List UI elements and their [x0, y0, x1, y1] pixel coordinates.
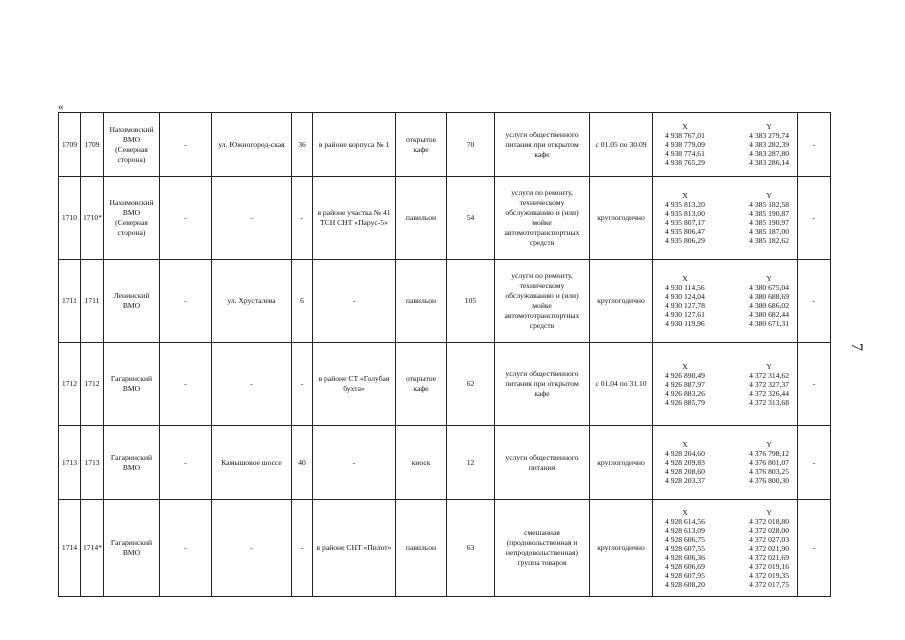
- coordinate-x-value: 4 935 813,20: [665, 200, 705, 209]
- service-cell: услуги общественного питания при открытом кафе: [495, 113, 590, 177]
- last-column-cell: -: [798, 177, 831, 260]
- coordinate-y-value: 4 372 027,03: [749, 534, 789, 544]
- coordinate-x-value: 4 926 883,26: [665, 388, 705, 398]
- row-number-cell: 1711: [59, 260, 81, 343]
- coordinate-y-value: 4 385 190,87: [749, 209, 789, 218]
- row-number-cell: 1710: [59, 177, 81, 260]
- coordinate-y-value: 4 372 314,62: [749, 370, 789, 380]
- coordinate-y-value: 4 372 021,90: [749, 543, 789, 553]
- landmark-cell: -: [313, 426, 396, 500]
- coordinates-cell: [653, 177, 798, 260]
- table-row: [59, 260, 831, 343]
- page-number: 7: [848, 343, 865, 351]
- coordinate-y-value: 4 385 182,58: [749, 200, 789, 209]
- coordinate-x-value: 4 928 608,20: [665, 579, 705, 589]
- coordinate-y-value: 4 383 282,39: [749, 140, 789, 149]
- coordinate-x-label: X: [682, 191, 688, 200]
- coordinate-x-column: [665, 274, 705, 328]
- period-cell: круглогодично: [590, 426, 653, 500]
- house-number-cell: 40: [292, 426, 313, 500]
- coordinate-y-value: 4 372 021,69: [749, 552, 789, 562]
- object-type-cell: павильон: [396, 260, 447, 343]
- service-cell: услуги по ремонту, техническому обслуживанию и (или) мойке автомототранспортных средств: [495, 260, 590, 343]
- last-column-cell: -: [798, 113, 831, 177]
- coordinate-x-value: 4 926 885,79: [665, 397, 705, 407]
- object-type-cell: киоск: [396, 426, 447, 500]
- coordinates-cell: [653, 260, 798, 343]
- table-row: [59, 500, 831, 597]
- coordinate-x-value: 4 928 208,60: [665, 467, 705, 476]
- registry-number-cell: 1714*: [81, 500, 104, 597]
- coordinate-y-value: 4 376 798,12: [749, 449, 789, 458]
- period-cell: с 01.05 по 30.09: [590, 113, 653, 177]
- landmark-cell: в районе СТ «Голубая бухта»: [313, 343, 396, 426]
- house-number-cell: -: [292, 500, 313, 597]
- period-cell: круглогодично: [590, 500, 653, 597]
- coordinate-x-label: X: [682, 274, 688, 283]
- coordinate-y-value: 4 372 019,16: [749, 561, 789, 571]
- coordinate-y-value: 4 376 800,30: [749, 476, 789, 485]
- landmark-cell: в районе участка № 41 ТСН СНТ «Парус-5»: [313, 177, 396, 260]
- coordinate-y-column: [749, 122, 789, 167]
- object-type-cell: павильон: [396, 500, 447, 597]
- coordinate-x-value: 4 935 813,00: [665, 209, 705, 218]
- coordinates-cell: [653, 426, 798, 500]
- opening-quote-mark: «: [58, 101, 64, 113]
- period-cell: с 01.04 по 31.10: [590, 343, 653, 426]
- coordinate-y-value: 4 376 801,07: [749, 458, 789, 467]
- area-cell: 105: [447, 260, 495, 343]
- landmark-cell: в районе корпуса № 1: [313, 113, 396, 177]
- coordinate-y-label: Y: [766, 361, 772, 371]
- coordinate-y-value: 4 380 688,69: [749, 292, 789, 301]
- table-row: [59, 343, 831, 426]
- coordinate-y-label: Y: [766, 507, 772, 517]
- house-number-cell: 36: [292, 113, 313, 177]
- coordinate-y-value: 4 385 182,62: [749, 236, 789, 245]
- coordinate-x-value: 4 928 607,95: [665, 570, 705, 580]
- object-type-cell: открытое кафе: [396, 113, 447, 177]
- object-type-cell: павильон: [396, 177, 447, 260]
- coordinate-y-value: 4 383 287,80: [749, 149, 789, 158]
- coordinate-y-value: 4 380 682,44: [749, 310, 789, 319]
- district-cell: Гагаринский ВМО: [104, 426, 160, 500]
- coordinate-y-value: 4 383 279,74: [749, 131, 789, 140]
- coordinates-cell: [653, 500, 798, 597]
- street-cell: ул. Хрусталева: [212, 260, 292, 343]
- coordinate-y-value: 4 380 686,02: [749, 301, 789, 310]
- row-number-cell: 1709: [59, 113, 81, 177]
- coordinate-y-value: 4 385 187,00: [749, 227, 789, 236]
- coordinate-x-value: 4 935 806,29: [665, 236, 705, 245]
- house-number-cell: -: [292, 343, 313, 426]
- house-number-cell: -: [292, 177, 313, 260]
- area-cell: 70: [447, 113, 495, 177]
- last-column-cell: -: [798, 500, 831, 597]
- registry-number-cell: 1710*: [81, 177, 104, 260]
- coordinate-y-value: 4 376 803,25: [749, 467, 789, 476]
- column-4-cell: -: [160, 113, 212, 177]
- service-cell: смешанная (продовольственная и непродовольственная) группа товаров: [495, 500, 590, 597]
- coordinate-y-value: 4 385 190,97: [749, 218, 789, 227]
- coordinate-y-value: 4 383 286,14: [749, 158, 789, 167]
- coordinate-x-value: 4 928 209,83: [665, 458, 705, 467]
- coordinate-y-label: Y: [766, 122, 772, 131]
- object-type-cell: открытое кафе: [396, 343, 447, 426]
- coordinate-x-value: 4 930 119,96: [665, 319, 705, 328]
- registry-number-cell: 1713: [81, 426, 104, 500]
- street-cell: -: [212, 177, 292, 260]
- coordinate-y-column: [749, 191, 789, 245]
- coordinate-x-value: 4 930 124,04: [665, 292, 705, 301]
- coordinate-y-value: 4 372 313,68: [749, 397, 789, 407]
- district-cell: Нахимовский ВМО (Северная сторона): [104, 113, 160, 177]
- coordinate-y-value: 4 372 028,00: [749, 525, 789, 535]
- street-cell: -: [212, 343, 292, 426]
- coordinate-x-value: 4 930 127,78: [665, 301, 705, 310]
- coordinate-y-label: Y: [766, 440, 772, 449]
- coordinate-x-value: 4 928 606,36: [665, 552, 705, 562]
- registry-number-cell: 1709: [81, 113, 104, 177]
- coordinate-x-value: 4 938 779,09: [665, 140, 705, 149]
- street-cell: -: [212, 500, 292, 597]
- landmark-cell: -: [313, 260, 396, 343]
- coordinate-x-value: 4 938 767,01: [665, 131, 705, 140]
- service-cell: услуги по ремонту, техническому обслуживанию и (или) мойке автомототранспортных средств: [495, 177, 590, 260]
- table-row: [59, 426, 831, 500]
- period-cell: круглогодично: [590, 260, 653, 343]
- coordinate-x-value: 4 930 114,56: [665, 283, 705, 292]
- district-cell: Ленинский ВМО: [104, 260, 160, 343]
- period-cell: круглогодично: [590, 177, 653, 260]
- column-4-cell: -: [160, 500, 212, 597]
- coordinate-y-value: 4 380 671,31: [749, 319, 789, 328]
- coordinate-x-label: X: [682, 361, 688, 371]
- coordinate-x-value: 4 930 127,61: [665, 310, 705, 319]
- coordinate-x-label: X: [682, 122, 688, 131]
- coordinate-x-value: 4 928 204,60: [665, 449, 705, 458]
- coordinate-y-label: Y: [766, 191, 772, 200]
- row-number-cell: 1714: [59, 500, 81, 597]
- coordinate-x-column: [665, 508, 705, 589]
- coordinate-y-value: 4 372 017,75: [749, 579, 789, 589]
- coordinate-x-value: 4 935 806,47: [665, 227, 705, 236]
- district-cell: Нахимовский ВМО (Северная сторона): [104, 177, 160, 260]
- coordinate-y-value: 4 380 675,04: [749, 283, 789, 292]
- row-number-cell: 1713: [59, 426, 81, 500]
- coordinate-x-value: 4 938 765,29: [665, 158, 705, 167]
- coordinate-y-column: [749, 362, 789, 407]
- last-column-cell: -: [798, 426, 831, 500]
- coordinate-x-value: 4 928 606,75: [665, 534, 705, 544]
- coordinate-x-column: [665, 191, 705, 245]
- area-cell: 62: [447, 343, 495, 426]
- coordinate-y-label: Y: [766, 274, 772, 283]
- coordinate-x-value: 4 926 887,97: [665, 379, 705, 389]
- table-row: [59, 177, 831, 260]
- coordinate-x-value: 4 935 807,17: [665, 218, 705, 227]
- coordinate-y-column: [749, 508, 789, 589]
- coordinates-cell: [653, 343, 798, 426]
- coordinate-x-value: 4 928 203,37: [665, 476, 705, 485]
- column-4-cell: -: [160, 177, 212, 260]
- row-number-cell: 1712: [59, 343, 81, 426]
- coordinates-cell: [653, 113, 798, 177]
- district-cell: Гагаринский ВМО: [104, 343, 160, 426]
- coordinate-x-column: [665, 362, 705, 407]
- house-number-cell: 6: [292, 260, 313, 343]
- coordinate-x-column: [665, 440, 705, 485]
- last-column-cell: -: [798, 260, 831, 343]
- service-cell: услуги общественного питания: [495, 426, 590, 500]
- coordinate-y-column: [749, 274, 789, 328]
- service-cell: услуги общественного питания при открытом кафе: [495, 343, 590, 426]
- coordinate-y-value: 4 372 018,80: [749, 516, 789, 526]
- coordinate-y-value: 4 372 326,44: [749, 388, 789, 398]
- table-row: [59, 113, 831, 177]
- placement-table: [58, 112, 831, 597]
- area-cell: 63: [447, 500, 495, 597]
- district-cell: Гагаринский ВМО: [104, 500, 160, 597]
- column-4-cell: -: [160, 343, 212, 426]
- coordinate-x-value: 4 928 614,56: [665, 516, 705, 526]
- area-cell: 12: [447, 426, 495, 500]
- coordinate-x-column: [665, 122, 705, 167]
- coordinate-x-value: 4 928 607,55: [665, 543, 705, 553]
- column-4-cell: -: [160, 426, 212, 500]
- column-4-cell: -: [160, 260, 212, 343]
- coordinate-x-value: 4 926 890,49: [665, 370, 705, 380]
- coordinate-y-value: 4 372 327,37: [749, 379, 789, 389]
- coordinate-x-label: X: [682, 507, 688, 517]
- coordinate-y-value: 4 372 019,35: [749, 570, 789, 580]
- area-cell: 54: [447, 177, 495, 260]
- coordinate-x-value: 4 928 613,09: [665, 525, 705, 535]
- landmark-cell: в районе СНТ «Пилот»: [313, 500, 396, 597]
- registry-number-cell: 1712: [81, 343, 104, 426]
- coordinate-y-column: [749, 440, 789, 485]
- street-cell: ул. Южногород-ская: [212, 113, 292, 177]
- coordinate-x-label: X: [682, 440, 688, 449]
- last-column-cell: -: [798, 343, 831, 426]
- street-cell: Камышовое шоссе: [212, 426, 292, 500]
- coordinate-x-value: 4 928 606,69: [665, 561, 705, 571]
- registry-number-cell: 1711: [81, 260, 104, 343]
- coordinate-x-value: 4 938 774,61: [665, 149, 705, 158]
